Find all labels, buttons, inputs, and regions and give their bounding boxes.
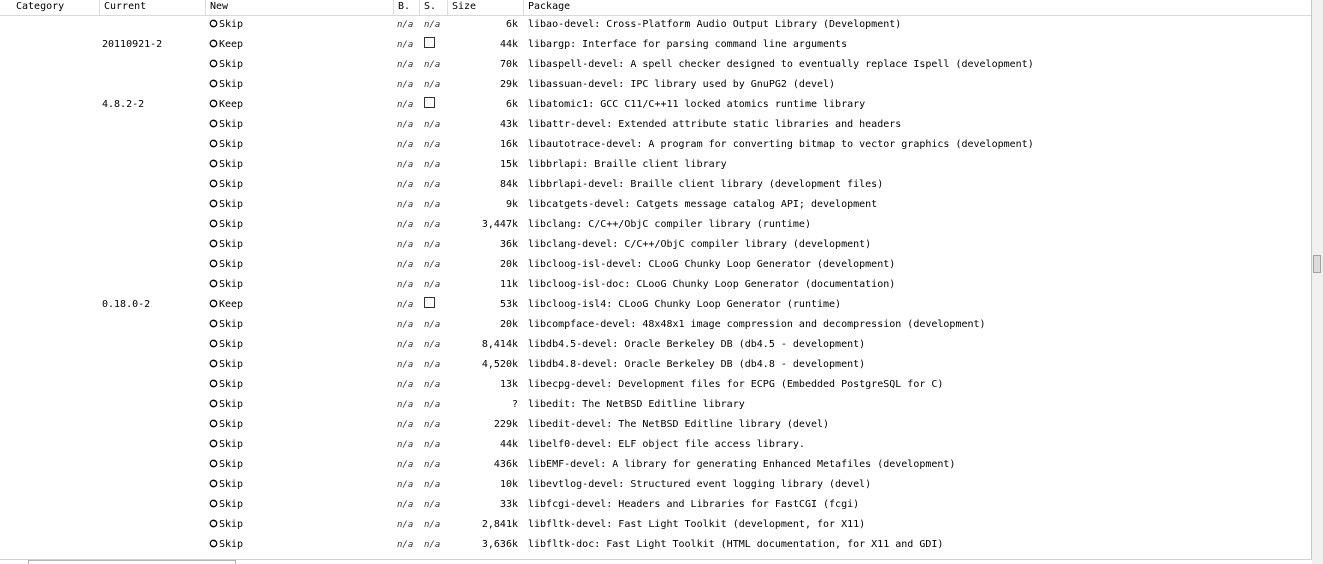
package-description: libfcgi-devel: Headers and Libraries for FastCGI (fcgi) — [528, 499, 860, 510]
binary-flag: n/a — [397, 160, 414, 170]
package-row[interactable] — [0, 515, 1312, 535]
package-size: 53k — [499, 299, 518, 310]
cycle-icon — [209, 59, 219, 70]
new-action-toggle[interactable] — [209, 495, 395, 515]
package-description: libbrlapi-devel: Braille client library (development files) — [528, 179, 884, 190]
package-description: libautotrace-devel: A program for converting bitmap to vector graphics (development) — [528, 139, 1034, 150]
source-flag: n/a — [424, 240, 441, 250]
package-description: libevtlog-devel: Structured event logging library (devel) — [528, 479, 872, 490]
new-action-toggle[interactable] — [209, 355, 395, 375]
package-row[interactable] — [0, 235, 1312, 255]
package-size: 20k — [499, 319, 518, 330]
horizontal-scrollbar[interactable] — [0, 559, 1312, 564]
cycle-icon — [209, 479, 219, 490]
new-action-label: Skip — [219, 519, 244, 530]
new-action-label: Skip — [219, 199, 244, 210]
new-action-toggle[interactable] — [209, 295, 395, 315]
binary-flag: n/a — [397, 100, 414, 110]
package-description: libcompface-devel: 48x48x1 image compression and decompression (development) — [528, 319, 986, 330]
source-flag: n/a — [424, 400, 441, 410]
package-size: 15k — [499, 159, 518, 170]
package-row[interactable] — [0, 335, 1312, 355]
cycle-icon — [209, 219, 219, 230]
source-flag: n/a — [424, 340, 441, 350]
source-flag: n/a — [424, 200, 441, 210]
binary-flag: n/a — [397, 140, 414, 150]
package-description: libfltk-devel: Fast Light Toolkit (development, for X11) — [528, 519, 866, 530]
package-description: libclang-devel: C/C++/ObjC compiler library (development) — [528, 239, 872, 250]
binary-flag: n/a — [397, 480, 414, 490]
binary-flag: n/a — [397, 120, 414, 130]
new-action-label: Skip — [219, 119, 244, 130]
current-version — [102, 55, 202, 75]
cycle-icon — [209, 399, 219, 410]
package-row[interactable] — [0, 55, 1312, 75]
package-description: libcloog-isl-devel: CLooG Chunky Loop Generator (development) — [528, 259, 896, 270]
package-row[interactable] — [0, 295, 1312, 315]
new-action-label: Skip — [219, 239, 244, 250]
binary-flag: n/a — [397, 420, 414, 430]
new-action-label: Keep — [219, 299, 244, 310]
binary-flag: n/a — [397, 220, 414, 230]
current-version: 4.8.2-2 — [102, 99, 145, 110]
vertical-scrollbar[interactable] — [1311, 0, 1323, 564]
package-row[interactable] — [0, 415, 1312, 435]
package-size: 9k — [505, 199, 518, 210]
current-version — [102, 515, 202, 535]
new-action-label: Skip — [219, 279, 244, 290]
source-flag: n/a — [424, 440, 441, 450]
package-row[interactable] — [0, 255, 1312, 275]
cycle-icon — [209, 119, 219, 130]
source-checkbox[interactable] — [424, 297, 435, 308]
package-list — [0, 6, 1312, 564]
package-size: 229k — [493, 419, 518, 430]
cycle-icon — [209, 139, 219, 150]
binary-flag: n/a — [397, 20, 414, 30]
package-row[interactable] — [0, 395, 1312, 415]
new-action-toggle[interactable] — [209, 75, 395, 95]
package-size: 44k — [499, 439, 518, 450]
package-size: 10k — [499, 479, 518, 490]
new-action-label: Skip — [219, 139, 244, 150]
binary-flag: n/a — [397, 320, 414, 330]
cycle-icon — [209, 359, 219, 370]
cycle-icon — [209, 339, 219, 350]
cycle-icon — [209, 539, 219, 550]
package-row[interactable] — [0, 35, 1312, 55]
binary-flag: n/a — [397, 60, 414, 70]
binary-flag: n/a — [397, 300, 414, 310]
new-action-toggle[interactable] — [209, 475, 395, 495]
column-header-binary[interactable]: B. — [394, 0, 420, 15]
binary-flag: n/a — [397, 280, 414, 290]
cycle-icon — [209, 179, 219, 190]
current-version — [102, 135, 202, 155]
new-action-label: Skip — [219, 399, 244, 410]
new-action-label: Skip — [219, 419, 244, 430]
new-action-toggle[interactable] — [209, 175, 395, 195]
column-header-package[interactable]: Package — [528, 1, 571, 12]
package-description: libecpg-devel: Development files for ECPG (Embedded PostgreSQL for C) — [528, 379, 944, 390]
current-version — [102, 75, 202, 95]
package-description: libattr-devel: Extended attribute static libraries and headers — [528, 119, 902, 130]
package-row[interactable] — [0, 15, 1312, 35]
cycle-icon — [209, 459, 219, 470]
current-version — [102, 175, 202, 195]
package-size: 6k — [505, 99, 518, 110]
package-row[interactable] — [0, 135, 1312, 155]
vertical-scroll-thumb[interactable] — [1313, 255, 1321, 273]
package-size: 29k — [499, 79, 518, 90]
source-checkbox[interactable] — [424, 97, 435, 108]
column-header-source[interactable]: S. — [420, 0, 448, 15]
package-description: libaspell-devel: A spell checker designed to eventually replace Ispell (development) — [528, 59, 1034, 70]
package-description: libEMF-devel: A library for generating Enhanced Metafiles (development) — [528, 459, 956, 470]
package-size: ? — [511, 399, 518, 410]
new-action-toggle[interactable] — [209, 455, 395, 475]
current-version — [102, 475, 202, 495]
source-flag: n/a — [424, 420, 441, 430]
cycle-icon — [209, 79, 219, 90]
current-version — [102, 255, 202, 275]
cycle-icon — [209, 319, 219, 330]
current-version — [102, 315, 202, 335]
binary-flag: n/a — [397, 500, 414, 510]
package-row[interactable] — [0, 315, 1312, 335]
package-size: 3,636k — [481, 539, 518, 550]
package-description: libcloog-isl4: CLooG Chunky Loop Generator (runtime) — [528, 299, 842, 310]
package-row[interactable] — [0, 215, 1312, 235]
new-action-label: Skip — [219, 59, 244, 70]
new-action-toggle[interactable] — [209, 15, 395, 35]
package-description: libargp: Interface for parsing command line arguments — [528, 39, 848, 50]
new-action-toggle[interactable] — [209, 255, 395, 275]
binary-flag: n/a — [397, 460, 414, 470]
column-header-size[interactable]: Size — [448, 0, 524, 15]
column-header-new[interactable]: New — [206, 0, 394, 15]
cycle-icon — [209, 419, 219, 430]
package-size: 436k — [493, 459, 518, 470]
package-size: 70k — [499, 59, 518, 70]
package-description: libcatgets-devel: Catgets message catalog API; development — [528, 199, 878, 210]
new-action-toggle[interactable] — [209, 375, 395, 395]
new-action-toggle[interactable] — [209, 115, 395, 135]
new-action-label: Keep — [219, 99, 244, 110]
source-flag: n/a — [424, 260, 441, 270]
package-row[interactable] — [0, 155, 1312, 175]
new-action-toggle[interactable] — [209, 275, 395, 295]
cycle-icon — [209, 19, 219, 30]
binary-flag: n/a — [397, 520, 414, 530]
binary-flag: n/a — [397, 440, 414, 450]
source-flag: n/a — [424, 460, 441, 470]
package-size: 6k — [505, 19, 518, 30]
source-checkbox-cell — [424, 295, 448, 315]
package-row[interactable] — [0, 455, 1312, 475]
cycle-icon — [209, 279, 219, 290]
current-version: 0.18.0-2 — [102, 299, 151, 310]
new-action-toggle[interactable] — [209, 335, 395, 355]
binary-flag: n/a — [397, 40, 414, 50]
new-action-toggle[interactable] — [209, 195, 395, 215]
new-action-label: Skip — [219, 339, 244, 350]
new-action-label: Skip — [219, 499, 244, 510]
package-size: 36k — [499, 239, 518, 250]
new-action-label: Skip — [219, 439, 244, 450]
package-size: 13k — [499, 379, 518, 390]
new-action-toggle[interactable] — [209, 95, 395, 115]
new-action-toggle[interactable] — [209, 215, 395, 235]
package-description: libelf0-devel: ELF object file access library. — [528, 439, 805, 450]
package-description: libedit-devel: The NetBSD Editline library (devel) — [528, 419, 830, 430]
package-row[interactable] — [0, 75, 1312, 95]
new-action-label: Keep — [219, 39, 244, 50]
package-description: libbrlapi: Braille client library — [528, 159, 727, 170]
current-version — [102, 155, 202, 175]
package-description: libdb4.5-devel: Oracle Berkeley DB (db4.5 - development) — [528, 339, 866, 350]
source-flag: n/a — [424, 60, 441, 70]
source-checkbox-cell — [424, 35, 448, 55]
column-header-category[interactable]: Category — [12, 0, 100, 15]
package-size: 11k — [499, 279, 518, 290]
new-action-label: Skip — [219, 359, 244, 370]
new-action-label: Skip — [219, 379, 244, 390]
package-description: libdb4.8-devel: Oracle Berkeley DB (db4.8 - development) — [528, 359, 866, 370]
new-action-label: Skip — [219, 459, 244, 470]
package-description: libatomic1: GCC C11/C++11 locked atomics runtime library — [528, 99, 866, 110]
new-action-label: Skip — [219, 179, 244, 190]
new-action-toggle[interactable] — [209, 415, 395, 435]
current-version — [102, 495, 202, 515]
package-description: libassuan-devel: IPC library used by GnuPG2 (devel) — [528, 79, 836, 90]
source-flag: n/a — [424, 20, 441, 30]
package-size: 3,447k — [481, 219, 518, 230]
package-description: libfltk-doc: Fast Light Toolkit (HTML documentation, for X11 and GDI) — [528, 539, 944, 550]
package-row[interactable] — [0, 475, 1312, 495]
cycle-icon — [209, 299, 219, 310]
package-size: 4,520k — [481, 359, 518, 370]
current-version — [102, 455, 202, 475]
new-action-toggle[interactable] — [209, 515, 395, 535]
new-action-toggle[interactable] — [209, 135, 395, 155]
new-action-toggle[interactable] — [209, 395, 395, 415]
package-size: 43k — [499, 119, 518, 130]
source-flag: n/a — [424, 220, 441, 230]
package-row[interactable] — [0, 95, 1312, 115]
binary-flag: n/a — [397, 260, 414, 270]
package-description: libclang: C/C++/ObjC compiler library (runtime) — [528, 219, 811, 230]
package-description: libedit: The NetBSD Editline library — [528, 399, 745, 410]
binary-flag: n/a — [397, 180, 414, 190]
new-action-toggle[interactable] — [209, 435, 395, 455]
new-action-label: Skip — [219, 159, 244, 170]
current-version — [102, 415, 202, 435]
package-row[interactable] — [0, 195, 1312, 215]
current-version — [102, 355, 202, 375]
new-action-label: Skip — [219, 259, 244, 270]
cycle-icon — [209, 99, 219, 110]
package-row[interactable] — [0, 115, 1312, 135]
new-action-label: Skip — [219, 319, 244, 330]
new-action-toggle[interactable] — [209, 55, 395, 75]
new-action-label: Skip — [219, 219, 244, 230]
current-version — [102, 235, 202, 255]
current-version: 20110921-2 — [102, 39, 163, 50]
horizontal-scroll-thumb[interactable] — [28, 560, 236, 564]
cycle-icon — [209, 199, 219, 210]
new-action-toggle[interactable] — [209, 35, 395, 55]
package-row[interactable] — [0, 355, 1312, 375]
current-version — [102, 395, 202, 415]
package-row[interactable] — [0, 175, 1312, 195]
package-description: libcloog-isl-doc: CLooG Chunky Loop Generator (documentation) — [528, 279, 896, 290]
new-action-toggle[interactable] — [209, 315, 395, 335]
binary-flag: n/a — [397, 240, 414, 250]
new-action-toggle[interactable] — [209, 155, 395, 175]
cycle-icon — [209, 159, 219, 170]
package-row[interactable] — [0, 375, 1312, 395]
source-flag: n/a — [424, 160, 441, 170]
source-flag: n/a — [424, 320, 441, 330]
package-size: 84k — [499, 179, 518, 190]
binary-flag: n/a — [397, 380, 414, 390]
package-size: 8,414k — [481, 339, 518, 350]
binary-flag: n/a — [397, 400, 414, 410]
source-checkbox-cell — [424, 95, 448, 115]
new-action-toggle[interactable] — [209, 535, 395, 555]
source-flag: n/a — [424, 500, 441, 510]
cycle-icon — [209, 259, 219, 270]
package-row[interactable] — [0, 435, 1312, 455]
source-flag: n/a — [424, 360, 441, 370]
source-flag: n/a — [424, 180, 441, 190]
source-flag: n/a — [424, 80, 441, 90]
binary-flag: n/a — [397, 540, 414, 550]
source-flag: n/a — [424, 480, 441, 490]
current-version — [102, 375, 202, 395]
package-size: 2,841k — [481, 519, 518, 530]
new-action-label: Skip — [219, 79, 244, 90]
source-flag: n/a — [424, 520, 441, 530]
binary-flag: n/a — [397, 340, 414, 350]
package-row[interactable] — [0, 275, 1312, 295]
new-action-label: Skip — [219, 19, 244, 30]
current-version — [102, 435, 202, 455]
source-flag: n/a — [424, 140, 441, 150]
new-action-label: Skip — [219, 539, 244, 550]
current-version — [102, 535, 202, 555]
column-header-current[interactable]: Current — [100, 0, 206, 15]
new-action-toggle[interactable] — [209, 235, 395, 255]
cycle-icon — [209, 239, 219, 250]
package-size: 20k — [499, 259, 518, 270]
source-flag: n/a — [424, 540, 441, 550]
cycle-icon — [209, 379, 219, 390]
source-flag: n/a — [424, 280, 441, 290]
current-version — [102, 215, 202, 235]
current-version — [102, 115, 202, 135]
cycle-icon — [209, 499, 219, 510]
current-version — [102, 15, 202, 35]
cycle-icon — [209, 39, 219, 50]
package-row[interactable] — [0, 535, 1312, 555]
source-flag: n/a — [424, 380, 441, 390]
package-row[interactable] — [0, 495, 1312, 515]
new-action-label: Skip — [219, 479, 244, 490]
package-description: libao-devel: Cross-Platform Audio Output Library (Development) — [528, 19, 902, 30]
source-flag: n/a — [424, 120, 441, 130]
package-size: 16k — [499, 139, 518, 150]
source-checkbox[interactable] — [424, 37, 435, 48]
current-version — [102, 275, 202, 295]
binary-flag: n/a — [397, 200, 414, 210]
cycle-icon — [209, 519, 219, 530]
binary-flag: n/a — [397, 360, 414, 370]
package-size: 44k — [499, 39, 518, 50]
cycle-icon — [209, 439, 219, 450]
package-size: 33k — [499, 499, 518, 510]
binary-flag: n/a — [397, 80, 414, 90]
current-version — [102, 195, 202, 215]
current-version — [102, 335, 202, 355]
